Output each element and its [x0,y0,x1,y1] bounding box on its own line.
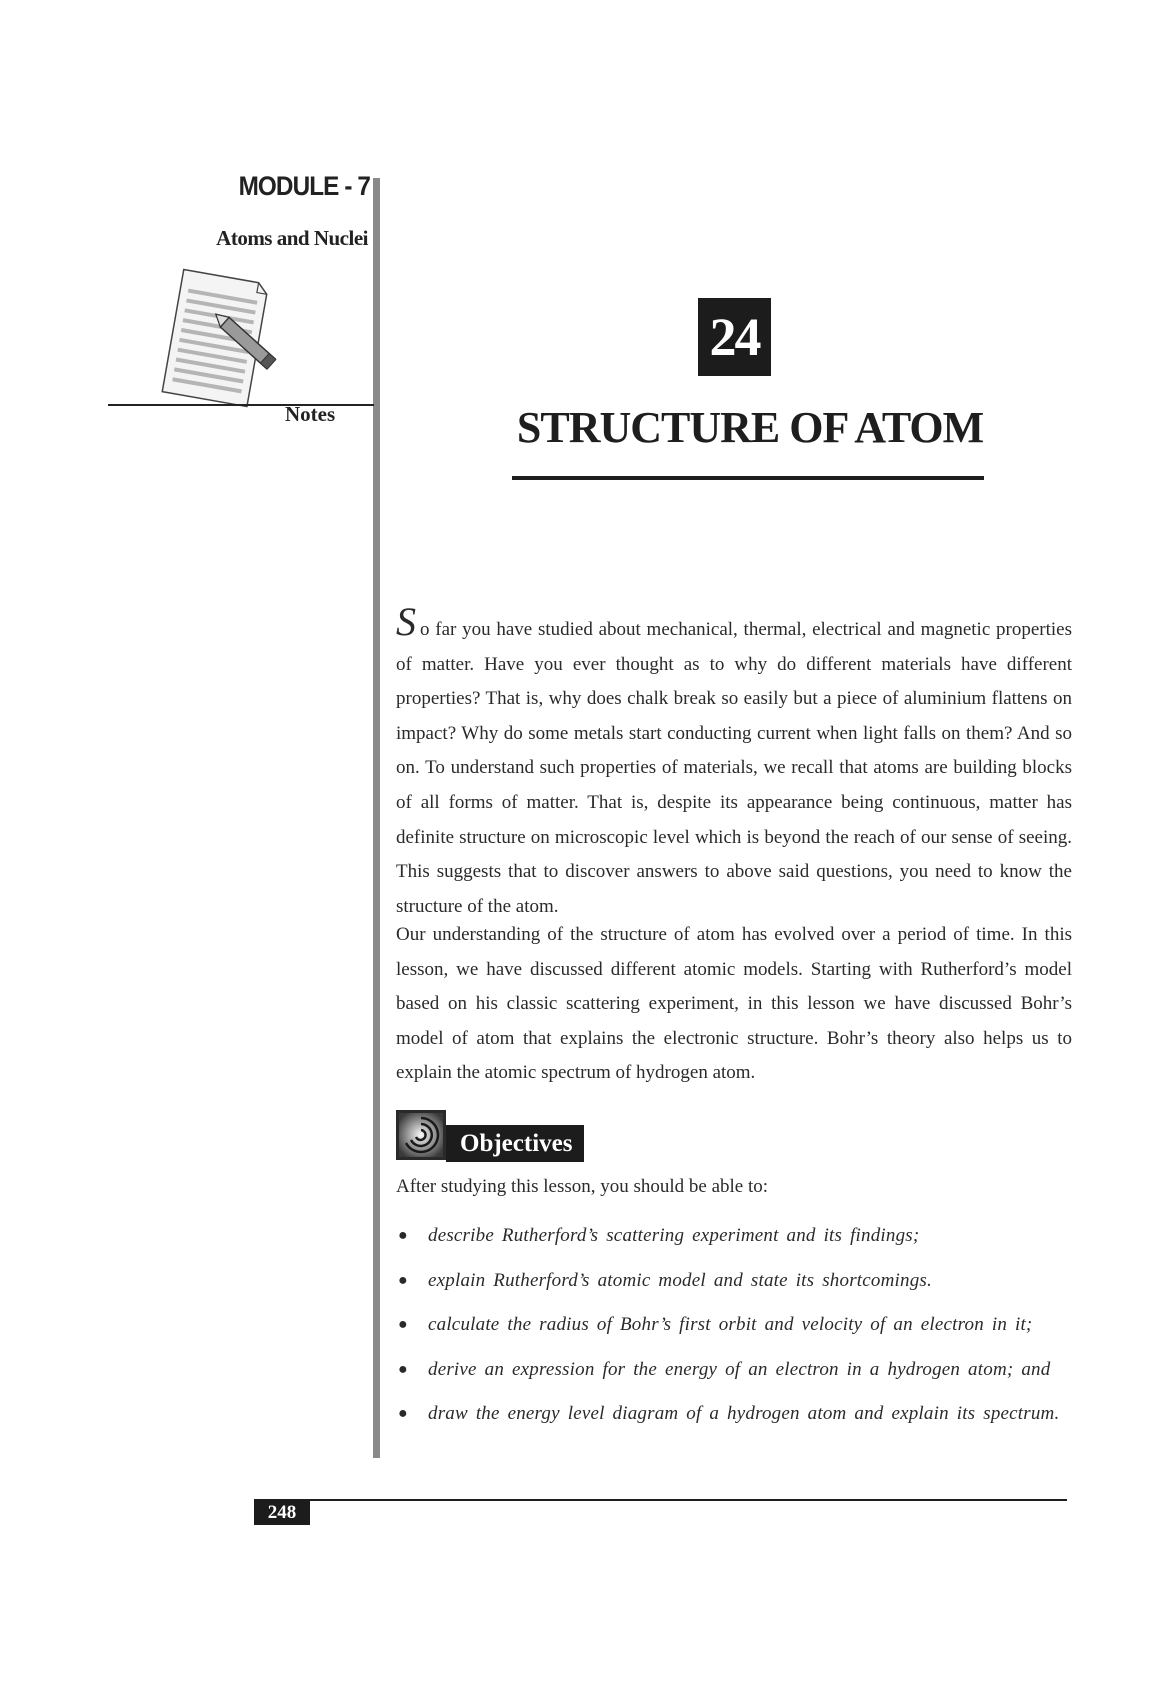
notes-label: Notes [285,402,336,426]
drop-cap: S [396,599,416,644]
intro-paragraph-text: o far you have studied about mechanical, thermal, electrical and magnetic properties of matter. Have you ever thought as to why do different materials have different properties? That is, why does chalk break so easily but a piece of aluminium flattens on impact? Why do some metals start conducting current when light falls on them? And so on. To understand such properties of materials, we recall that atoms are building blocks of all forms of matter. That is, despite its appearance being continuous, matter has definite structure on microscopic level which is beyond the reach of our sense of seeing. This suggests that to discover answers to above said questions, you need to know the structure of the atom. [396,619,1072,917]
notepad-pencil-icon [140,268,290,413]
objective-item: ● explain Rutherford’s atomic model and state its shortcomings. [396,1259,1076,1304]
objective-item: ● derive an expression for the energy of an electron in a hydrogen atom; and [396,1348,1076,1393]
objectives-target-icon [396,1110,446,1160]
module-label: MODULE - 7 [238,171,370,201]
page-number: 248 [254,1500,310,1525]
title-underline [512,476,984,480]
objectives-intro: After studying this lesson, you should be able to: [396,1176,769,1197]
footer-rule [254,1499,1067,1501]
objective-item: ● calculate the radius of Bohr’s first orbit and velocity of an electron in it; [396,1303,1076,1348]
bullet-icon: ● [398,1316,408,1333]
bullet-icon: ● [398,1227,408,1244]
intro-paragraph [396,599,1072,924]
second-paragraph: Our understanding of the structure of atom has evolved over a period of time. In this lesson, we have discussed different atomic models. Starting with Rutherford’s model based on his classic scattering experiment, in this lesson we have discussed Bohr’s model of atom that explains the electronic structure. Bohr’s theory also helps us to explain the atomic spectrum of hydrogen atom. [396,924,1072,1084]
module-subtitle: Atoms and Nuclei [216,226,368,250]
bullet-icon: ● [398,1271,408,1289]
bullet-icon: ● [398,1405,408,1422]
sidebar-divider [373,178,380,1458]
bullet-icon: ● [398,1360,408,1378]
objectives-list [396,1214,1076,1437]
objective-item: ● draw the energy level diagram of a hydrogen atom and explain its spectrum. [396,1392,1076,1437]
objective-item: ● describe Rutherford’s scattering experiment and its findings; [396,1214,1076,1259]
chapter-number: 24 [698,298,771,376]
chapter-title: STRUCTURE OF ATOM [516,403,984,452]
objectives-heading: Objectives [446,1125,584,1162]
